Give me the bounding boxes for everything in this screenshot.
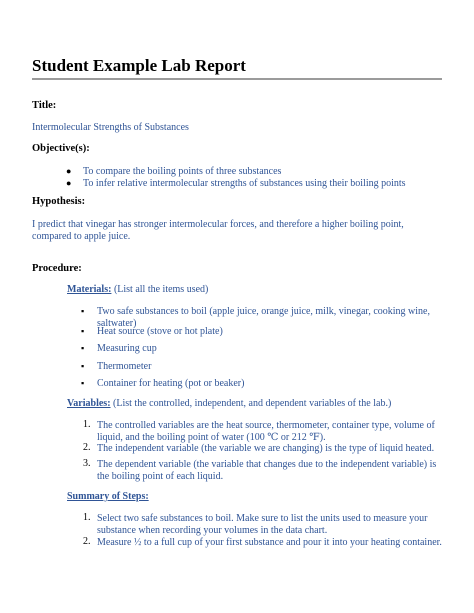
list-number: 2. <box>83 442 91 453</box>
bullet-icon: ▪ <box>81 326 85 336</box>
bullet-icon: ▪ <box>81 361 85 371</box>
hypothesis-line-2: compared to apple juice. <box>32 231 131 242</box>
list-number: 1. <box>83 512 91 523</box>
list-number: 1. <box>83 419 91 430</box>
materials-label: Materials: <box>67 284 112 295</box>
summary-label: Summary of Steps: <box>67 491 149 502</box>
objective-item-2: To infer relative intermolecular strengths of substances using their boiling points <box>83 178 406 189</box>
variable-item-3-cont: the boiling point of each liquid. <box>97 471 224 482</box>
title-heading: Title: <box>32 100 57 111</box>
variables-note: (List the controlled, independent, and dependent variables of the lab.) <box>110 398 392 409</box>
material-item-4: Thermometer <box>97 361 152 372</box>
variables-label: Variables: <box>67 398 111 409</box>
bullet-icon: ● <box>66 178 72 188</box>
list-number: 2. <box>83 536 91 547</box>
list-number: 3. <box>83 458 91 469</box>
objectives-heading: Objective(s): <box>32 143 90 154</box>
materials-note: (List all the items used) <box>111 284 209 295</box>
title-value: Intermolecular Strengths of Substances <box>32 122 189 133</box>
bullet-icon: ● <box>66 166 72 176</box>
bullet-icon: ▪ <box>81 378 85 388</box>
materials-line <box>67 283 208 296</box>
step-item-1: Select two safe substances to boil. Make sure to list the units used to measure your <box>97 513 428 524</box>
material-item-3: Measuring cup <box>97 343 157 354</box>
document-title: Student Example Lab Report <box>32 56 246 75</box>
title-divider <box>32 78 442 80</box>
variable-item-2: The independent variable (the variable we are changing) is the type of liquid heated. <box>97 443 435 454</box>
step-item-1-cont: substance when recording your volumes in the data chart. <box>97 525 328 536</box>
variable-item-1: The controlled variables are the heat source, thermometer, container type, volume of <box>97 420 435 431</box>
material-item-5: Container for heating (pot or beaker) <box>97 378 245 389</box>
material-item-2: Heat source (stove or hot plate) <box>97 326 223 337</box>
variable-item-3: The dependent variable (the variable that changes due to the independent variable) is <box>97 459 437 470</box>
hypothesis-heading: Hypothesis: <box>32 196 86 207</box>
bullet-icon: ▪ <box>81 306 85 316</box>
material-item-1-cont: saltwater) <box>97 318 137 329</box>
step-item-2: Measure ½ to a full cup of your first substance and pour it into your heating container. <box>97 537 442 548</box>
procedure-heading: Procedure: <box>32 263 82 274</box>
objective-item-1: To compare the boiling points of three substances <box>83 166 282 177</box>
hypothesis-line-1: I predict that vinegar has stronger intermolecular forces, and therefore a higher boiling point, <box>32 219 404 230</box>
bullet-icon: ▪ <box>81 343 85 353</box>
material-item-1: Two safe substances to boil (apple juice, orange juice, milk, vinegar, cooking wine, <box>97 306 430 317</box>
variable-item-1-cont: liquid, and the boiling point of water (100 ℃ or 212 ℉). <box>97 432 326 443</box>
variables-line <box>67 397 391 410</box>
